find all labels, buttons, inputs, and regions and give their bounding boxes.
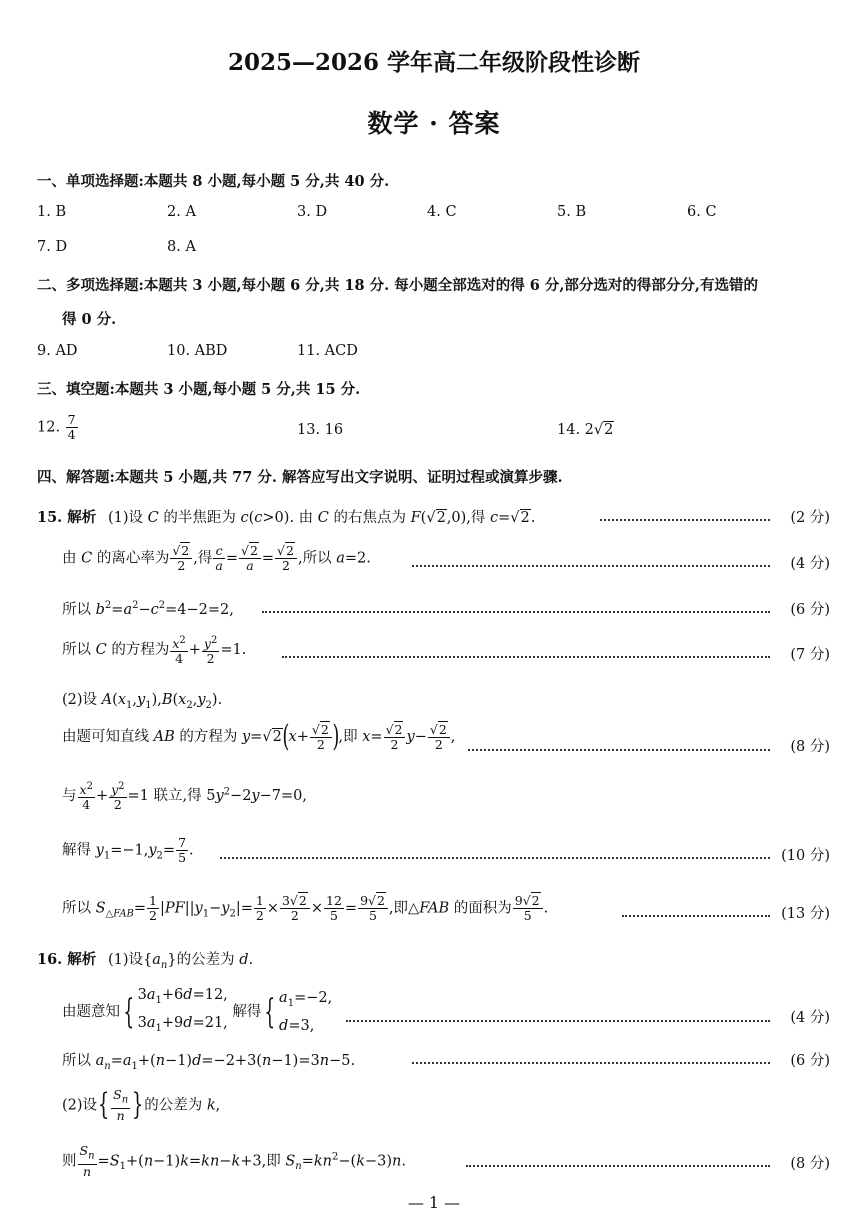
q16-line-1: 由题意知 { $3a_1+6d=12$, $3a_1+9d=21$, 解得 { $a_1=-2$, d=3, [62,987,333,1034]
answer-4: 4. C [427,204,457,220]
q15-line-4: 所以 C 的方程为 $\frac{x^2}{4}$ + $\frac{y^2}{2}$ =1. [62,635,247,667]
q15-leader-2 [412,565,770,567]
q15-line-5: (2)设 $A(x_1,y_1),B(x_2,y_2)$. [62,692,223,711]
q15-points-9: (13 分) [781,906,830,922]
answer-12-num: 7 [67,412,76,427]
q16-intro: (1)设$\{a_n\}$的公差为 d. [108,952,254,971]
answer-14-label: 14. 2 [557,422,594,438]
q15-label: 15. 解析 [37,509,97,526]
q15-leader-4 [282,656,770,658]
q15-points-4: (7 分) [790,647,830,663]
answer-6: 6. C [687,204,717,220]
q15-leader-1 [600,519,770,521]
answer-3: 3. D [297,204,328,220]
q15-leader-6 [468,749,770,751]
q15-points-3: (6 分) [790,602,830,618]
q15-line-1: (1)设 C 的半焦距为 c(c>0). 由 C 的右焦点为 F(√2,0),得 c=√2. [108,510,536,526]
section-heading-multi-choice-cont: 得 0 分. [62,311,117,328]
section-heading-solutions: 四、解答题:本题共 5 小题,共 77 分. 解答应写出文字说明、证明过程或演算步骤. [37,469,563,486]
q16-leader-1 [346,1020,770,1022]
q15-line-8: 解得 $y_1=-1,y_2=$ $\frac{7}{5}$ . [62,835,194,865]
answer-14-radicand: 2 [604,422,614,438]
q15-line-3: 所以 $b^2=a^2-c^2=4-2=2$, [62,600,234,618]
q16-line-3: (2)设{ $\frac{S_n}{n}$ }的公差为 k, [62,1087,221,1123]
q15-leader-3 [262,611,770,613]
q16-points-1: (4 分) [790,1010,830,1026]
q16-leader-2 [412,1062,770,1064]
q16-points-2: (6 分) [790,1053,830,1069]
page-title: 2025—2026 学年高二年级阶段性诊断 [227,49,641,76]
q15-line-2: 由 C 的离心率为 $\frac{√2}{2}$ ,得 $\frac{c}{a}$ = $\frac{√2}{a}$ = $\frac{√2}{2}$ ,所以 a=2. [62,543,371,573]
q16-line-4: 则 $\frac{S_n}{n}$ $=S_1+(n-1)k=kn-k+3$,即 $S_n=kn^2-(k-3)n$. [62,1143,406,1179]
answer-8: 8. A [167,239,196,255]
answer-5: 5. B [557,204,587,220]
answer-10: 10. ABD [167,343,228,359]
q15-leader-8 [220,857,770,859]
q15-line-6: 由题可知直线 AB 的方程为 y=√2(x+ $\frac{√2}{2}$ ),即 x= $\frac{√2}{2}$ y− $\frac{√2}{2}$ , [62,719,456,754]
answer-12-label: 12. [37,419,61,436]
q15-points-6: (8 分) [790,739,830,755]
q15-points-1: (2 分) [790,510,830,526]
q16-line-2: 所以 $a_n=a_1+(n-1)d=-2+3(n-1)=3n-5$. [62,1053,356,1072]
q15-points-8: (10 分) [781,848,830,864]
q15-leader-9 [622,915,770,917]
q15-points-2: (4 分) [790,556,830,572]
page-subtitle: 数学 · 答案 [367,109,501,138]
section-heading-fill-blank: 三、填空题:本题共 3 小题,每小题 5 分,共 15 分. [37,381,361,398]
answer-9: 9. AD [37,343,78,359]
answer-12-den: 4 [67,427,76,442]
answer-7: 7. D [37,239,68,255]
answer-2: 2. A [167,204,196,220]
q16-label: 16. 解析 [37,951,97,968]
answer-13: 13. 16 [297,422,344,438]
section-heading-multi-choice: 二、多项选择题:本题共 3 小题,每小题 6 分,共 18 分. 每小题全部选对的得 6 分,部分选对的得部分分,有选错的 [37,277,758,294]
answer-11: 11. ACD [297,343,358,359]
answer-12 [37,413,79,442]
answer-1: 1. B [37,204,67,220]
section-heading-single-choice: 一、单项选择题:本题共 8 小题,每小题 5 分,共 40 分. [37,173,390,190]
q15-line-7: 与 $\frac{x^2}{4}$ + $\frac{y^2}{2}$ =1 联立,得 $5y^2-2y-7=0$, [62,781,307,813]
answer-14: 14. 2√2 [557,422,614,438]
q16-points-4: (8 分) [790,1156,830,1172]
q15-line-9: 所以 $S_{\triangle FAB}=$ $\frac{1}{2}$ $|PF||y_1-y_2|=$ $\frac{1}{2}$ × $\frac{3√2}{2}$ × $\frac{12}{5}$ = $\frac{9√2}{5}$ ,即△FAB 的面积为 $\frac{9√2}{5}$ . [62,893,549,923]
q16-leader-4 [466,1165,770,1167]
page-number: — 1 — [407,1193,461,1212]
